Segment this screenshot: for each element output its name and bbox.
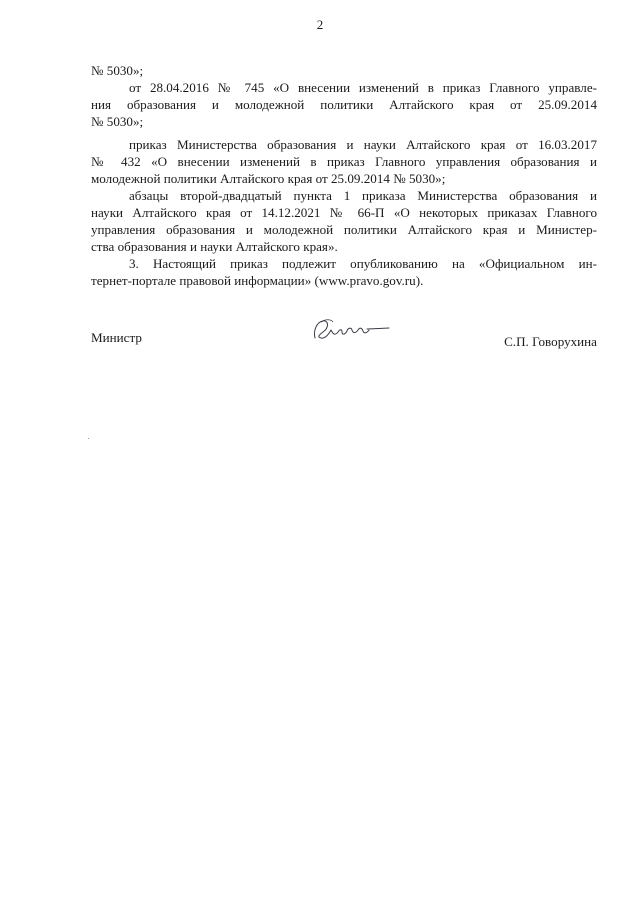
text-line: № 432 «О внесении изменений в приказ Главного управления образования и (91, 154, 597, 169)
order-body-text (91, 62, 597, 289)
text-line: абзацы второй-двадцатый пункта 1 приказа Министерства образования и (129, 188, 597, 203)
text-line: тернет-портале правовой информации» (www.pravo.gov.ru). (91, 273, 424, 288)
paragraph-publication (91, 255, 597, 289)
signatory-name: С.П. Говорухина (504, 334, 597, 349)
page-number: 2 (316, 17, 324, 32)
text-line: № 5030»; (91, 63, 144, 78)
text-line: от 28.04.2016 № 745 «О внесении изменений в приказ Главного управле- (129, 80, 597, 95)
text-line: 3. Настоящий приказ подлежит опубликованию на «Официальном ин- (129, 256, 597, 271)
signature-block (91, 330, 597, 352)
paragraph-order-432 (91, 136, 597, 187)
paragraph-order-66p (91, 187, 597, 255)
paragraph-continuation (91, 62, 597, 79)
signatory-title: Министр (91, 330, 142, 345)
text-line: № 5030»; (91, 114, 144, 129)
text-line: управления образования и молодежной политики Алтайского края и Министер- (91, 222, 597, 237)
paragraph-order-745 (91, 79, 597, 130)
text-line: ства образования и науки Алтайского края». (91, 239, 338, 254)
scan-artifact (88, 438, 89, 439)
text-line: приказ Министерства образования и науки Алтайского края от 16.03.2017 (129, 137, 597, 152)
text-line: молодежной политики Алтайского края от 25.09.2014 № 5030»; (91, 171, 446, 186)
handwritten-signature (307, 316, 393, 344)
text-line: ния образования и молодежной политики Алтайского края от 25.09.2014 (91, 97, 597, 112)
text-line: науки Алтайского края от 14.12.2021 № 66-П «О некоторых приказах Главного (91, 205, 597, 220)
